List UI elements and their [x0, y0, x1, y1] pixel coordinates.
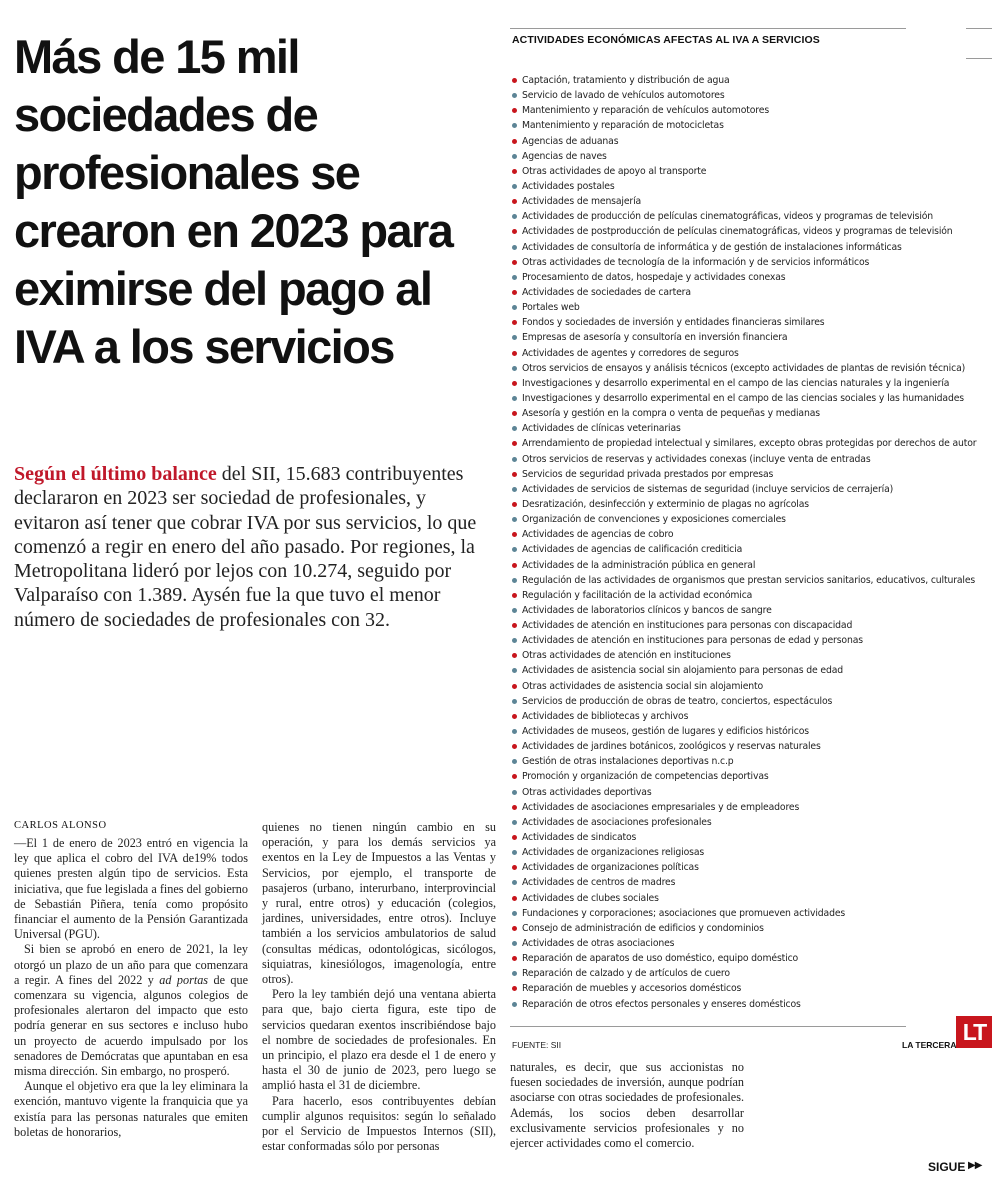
body-italic-text: ad portas	[159, 972, 209, 987]
bullet-dot-icon	[512, 699, 517, 704]
activity-item	[512, 134, 982, 149]
bullet-dot-icon	[512, 668, 517, 673]
bullet-dot-icon	[512, 850, 517, 855]
activity-item	[512, 754, 982, 769]
activity-item	[512, 588, 982, 603]
body-column-2	[262, 820, 496, 1154]
activity-item	[512, 482, 982, 497]
activity-item	[512, 240, 982, 255]
infobox-bottom-rule	[510, 1026, 906, 1027]
activity-item	[512, 376, 982, 391]
activity-item	[512, 724, 982, 739]
bullet-dot-icon	[512, 154, 517, 159]
bullet-dot-icon	[512, 971, 517, 976]
activity-item	[512, 224, 982, 239]
bullet-dot-icon	[512, 578, 517, 583]
activity-label: Portales web	[522, 302, 580, 314]
bullet-dot-icon	[512, 926, 517, 931]
infobox-source: FUENTE: SII	[512, 1040, 562, 1050]
activity-item	[512, 421, 982, 436]
activity-label: Actividades de asociaciones empresariales y de empleadores	[522, 801, 800, 813]
activity-item	[512, 542, 982, 557]
activity-item	[512, 875, 982, 890]
activity-item	[512, 103, 982, 118]
activity-label: Actividades de mensajería	[522, 196, 642, 208]
activity-label: Actividades de sociedades de cartera	[522, 286, 691, 298]
activity-label: Agencias de naves	[522, 150, 607, 162]
activity-label: Mantenimiento y reparación de motocicletas	[522, 120, 724, 132]
activity-item	[512, 800, 982, 815]
infobox-title: ACTIVIDADES ECONÓMICAS AFECTAS AL IVA A SERVICIOS	[512, 34, 820, 46]
activity-label: Actividades de atención en instituciones para personas con discapacidad	[522, 620, 853, 632]
bullet-dot-icon	[512, 123, 517, 128]
activity-label: Actividades de atención en instituciones para personas de edad y personas	[522, 635, 863, 647]
bullet-dot-icon	[512, 956, 517, 961]
bullet-dot-icon	[512, 199, 517, 204]
activity-item	[512, 285, 982, 300]
bullet-dot-icon	[512, 245, 517, 250]
bullet-dot-icon	[512, 593, 517, 598]
bullet-dot-icon	[512, 229, 517, 234]
activity-label: Actividades de organizaciones religiosas	[522, 847, 705, 859]
infobox-top-rule	[510, 28, 906, 29]
activity-label: Actividades de laboratorios clínicos y bancos de sangre	[522, 604, 772, 616]
activity-label: Actividades de producción de películas cinematográficas, videos y programas de televisión	[522, 211, 934, 223]
activity-label: Reparación de otros efectos personales y enseres domésticos	[522, 998, 801, 1010]
double-arrow-right-icon: ▶▶	[968, 1160, 982, 1171]
activity-item	[512, 118, 982, 133]
activity-label: Otras actividades de asistencia social sin alojamiento	[522, 680, 764, 692]
activity-item	[512, 966, 982, 981]
activity-item	[512, 906, 982, 921]
activity-item	[512, 663, 982, 678]
activity-label: Fondos y sociedades de inversión y entidades financieras similares	[522, 317, 825, 329]
bullet-dot-icon	[512, 714, 517, 719]
bullet-dot-icon	[512, 472, 517, 477]
activity-item	[512, 648, 982, 663]
body-text: Si bien se aprobó en enero de 2021, la ley otorgó un plazo de un año para que comenzara a regir. A fines del 2022 y	[14, 942, 248, 987]
activity-item	[512, 255, 982, 270]
bullet-dot-icon	[512, 986, 517, 991]
activity-label: Actividades de clínicas veterinarias	[522, 423, 681, 435]
bullet-dot-icon	[512, 290, 517, 295]
activity-label: Agencias de aduanas	[522, 135, 619, 147]
activity-label: Servicios de seguridad privada prestados por empresas	[522, 468, 774, 480]
activity-item	[512, 573, 982, 588]
lede-paragraph	[14, 462, 488, 632]
activity-item	[512, 179, 982, 194]
activity-item	[512, 346, 982, 361]
activity-item	[512, 603, 982, 618]
activity-item	[512, 209, 982, 224]
activity-label: Desratización, desinfección y exterminio de plagas no agrícolas	[522, 498, 809, 510]
byline: CARLOS ALONSO	[14, 820, 107, 831]
activity-item	[512, 830, 982, 845]
bullet-dot-icon	[512, 532, 517, 537]
activity-label: Otros servicios de reservas y actividades conexas (incluye venta de entradas	[522, 453, 871, 465]
lede-text: del SII, 15.683 contribuyentes declararon en 2023 ser sociedad de profesionales, y evitaron así tener que cobrar IVA por sus servicios, lo que comenzó a regir en enero del año pasado. Por regiones, la Metropolitana lideró por lejos con 10.274, seguido por Valparaíso con 1.389. Aysén fue la que tuvo el menor número de sociedades de profesionales con 32.	[14, 463, 477, 631]
bullet-dot-icon	[512, 502, 517, 507]
body-column-1	[14, 836, 248, 1140]
bullet-dot-icon	[512, 1002, 517, 1007]
bullet-dot-icon	[512, 729, 517, 734]
activity-item	[512, 164, 982, 179]
activity-label: Otras actividades de tecnología de la información y de servicios informáticos	[522, 256, 870, 268]
activity-item	[512, 361, 982, 376]
margin-rule	[966, 58, 992, 59]
bullet-dot-icon	[512, 441, 517, 446]
bullet-dot-icon	[512, 411, 517, 416]
bullet-dot-icon	[512, 93, 517, 98]
bullet-dot-icon	[512, 305, 517, 310]
body-paragraph: Aunque el objetivo era que la ley eliminara la exención, mantuvo vigente la franquicia que ya existía para las personas naturales que emiten boletas de honorarios,	[14, 1079, 248, 1139]
activity-item	[512, 633, 982, 648]
activity-label: Reparación de aparatos de uso doméstico, equipo doméstico	[522, 953, 799, 965]
bullet-dot-icon	[512, 941, 517, 946]
activity-label: Actividades de agencias de calificación crediticia	[522, 544, 743, 556]
bullet-dot-icon	[512, 487, 517, 492]
activity-label: Actividades de consultoría de informática y de gestión de instalaciones informáticas	[522, 241, 902, 253]
activity-label: Gestión de otras instalaciones deportivas n.c.p	[522, 756, 734, 768]
bullet-dot-icon	[512, 78, 517, 83]
activity-label: Otras actividades de atención en instituciones	[522, 650, 731, 662]
activity-item	[512, 679, 982, 694]
bullet-dot-icon	[512, 214, 517, 219]
activity-item	[512, 497, 982, 512]
activity-item	[512, 785, 982, 800]
activity-label: Captación, tratamiento y distribución de agua	[522, 75, 730, 86]
activity-label: Actividades de agentes y corredores de seguros	[522, 347, 739, 359]
activity-label: Reparación de muebles y accesorios domésticos	[522, 983, 742, 995]
activity-item	[512, 769, 982, 784]
activity-item	[512, 300, 982, 315]
activity-label: Actividades de museos, gestión de lugares y edificios históricos	[522, 726, 809, 738]
margin-rule	[966, 28, 992, 29]
bullet-dot-icon	[512, 396, 517, 401]
bullet-dot-icon	[512, 911, 517, 916]
activity-item	[512, 936, 982, 951]
activity-item	[512, 694, 982, 709]
body-paragraph	[14, 942, 248, 1079]
activity-label: Otras actividades de apoyo al transporte	[522, 165, 707, 177]
bullet-dot-icon	[512, 653, 517, 658]
activity-label: Otras actividades deportivas	[522, 786, 652, 798]
activity-label: Procesamiento de datos, hospedaje y actividades conexas	[522, 271, 786, 283]
activity-label: Arrendamiento de propiedad intelectual y similares, excepto obras protegidas por derechos de autor	[522, 438, 977, 450]
lede-highlight: Según el último balance	[14, 463, 217, 485]
bullet-dot-icon	[512, 835, 517, 840]
bullet-dot-icon	[512, 108, 517, 113]
bullet-dot-icon	[512, 774, 517, 779]
bullet-dot-icon	[512, 880, 517, 885]
activity-item	[512, 73, 982, 88]
activity-item	[512, 860, 982, 875]
activity-label: Empresas de asesoría y consultoría en inversión financiera	[522, 332, 788, 344]
activity-item	[512, 406, 982, 421]
bullet-dot-icon	[512, 517, 517, 522]
activity-label: Actividades de postproducción de películas cinematográficas, videos y programas de televisión	[522, 226, 953, 238]
bullet-dot-icon	[512, 457, 517, 462]
bullet-dot-icon	[512, 865, 517, 870]
activity-label: Investigaciones y desarrollo experimental en el campo de las ciencias naturales y la ingeniería	[522, 377, 950, 389]
activity-label: Organización de convenciones y exposiciones comerciales	[522, 514, 786, 526]
headline: Más de 15 mil sociedades de profesionales se crearon en 2023 para eximirse del pago al IVA a los servicios	[14, 30, 453, 373]
bullet-dot-icon	[512, 320, 517, 325]
activity-item	[512, 815, 982, 830]
activity-label: Actividades de organizaciones políticas	[522, 862, 699, 874]
bullet-dot-icon	[512, 381, 517, 386]
bullet-dot-icon	[512, 638, 517, 643]
bullet-dot-icon	[512, 169, 517, 174]
activity-item	[512, 921, 982, 936]
activity-item	[512, 527, 982, 542]
bullet-dot-icon	[512, 684, 517, 689]
brand-name: LA TERCERA	[902, 1040, 957, 1050]
activity-label: Actividades de la administración pública en general	[522, 559, 756, 571]
activity-label: Promoción y organización de competencias deportivas	[522, 771, 769, 783]
bullet-dot-icon	[512, 366, 517, 371]
activity-label: Actividades de sindicatos	[522, 832, 637, 844]
activity-item	[512, 330, 982, 345]
activity-label: Fundaciones y corporaciones; asociaciones que promueven actividades	[522, 907, 846, 919]
activity-label: Actividades de clubes sociales	[522, 892, 659, 904]
activities-list	[512, 73, 982, 1012]
activity-label: Actividades de asociaciones profesionales	[522, 816, 712, 828]
activity-item	[512, 88, 982, 103]
activity-label: Actividades de servicios de sistemas de seguridad (incluye servicios de cerrajería)	[522, 483, 894, 495]
bullet-dot-icon	[512, 260, 517, 265]
activity-item	[512, 194, 982, 209]
activity-item	[512, 997, 982, 1012]
activity-item	[512, 452, 982, 467]
bullet-dot-icon	[512, 184, 517, 189]
bullet-dot-icon	[512, 547, 517, 552]
body-paragraph: Pero la ley también dejó una ventana abierta para que, bajo cierta figura, este tipo de servicios quedaran exentos inscribiéndose bajo el nombre de sociedades de profesionales. En un principio, el plazo era desde el 1 de enero y hasta el 30 de junio de 2023, pero luego se amplió hasta el 31 de diciembre.	[262, 987, 496, 1093]
body-paragraph: —El 1 de enero de 2023 entró en vigencia la ley que aplica el cobro del IVA de19% todos quienes presten algún tipo de servicios. Esta iniciativa, que fue legislada a fines del gobierno de Sebastián Piñera, tenía como propósito financiar el aumento de la Pensión Garantizada Universal (PGU).	[14, 836, 248, 942]
activity-label: Actividades de jardines botánicos, zoológicos y reservas naturales	[522, 741, 821, 753]
activity-item	[512, 709, 982, 724]
activity-item	[512, 891, 982, 906]
activity-label: Actividades de bibliotecas y archivos	[522, 710, 689, 722]
la-tercera-logo: LT	[956, 1016, 992, 1048]
activity-label: Actividades postales	[522, 180, 615, 192]
bullet-dot-icon	[512, 563, 517, 568]
bullet-dot-icon	[512, 608, 517, 613]
activity-item	[512, 270, 982, 285]
activity-label: Otros servicios de ensayos y análisis técnicos (excepto actividades de plantas de revisión técnica)	[522, 362, 966, 374]
bullet-dot-icon	[512, 744, 517, 749]
activity-label: Servicios de producción de obras de teatro, conciertos, espectáculos	[522, 695, 833, 707]
body-text: de que comenzara su vigencia, algunos colegios de profesionales alertaron del impacto que esto podría generar en sus sectores e incluso hubo un proyecto de acuerdo impulsado por los senadores de Demócratas que apuntaban en esa misma dirección. Sin embargo, no prosperó.	[14, 972, 248, 1079]
activity-label: Investigaciones y desarrollo experimental en el campo de las ciencias sociales y las humanidades	[522, 392, 964, 404]
activity-label: Servicio de lavado de vehículos automotores	[522, 90, 725, 102]
activity-label: Actividades de otras asociaciones	[522, 938, 675, 950]
activity-item	[512, 558, 982, 573]
activity-item	[512, 845, 982, 860]
activity-label: Asesoría y gestión en la compra o venta de pequeñas y medianas	[522, 408, 820, 420]
activity-item	[512, 618, 982, 633]
bullet-dot-icon	[512, 790, 517, 795]
activity-item	[512, 951, 982, 966]
activity-item	[512, 315, 982, 330]
activity-item	[512, 981, 982, 996]
continue-label: SIGUE	[928, 1160, 966, 1174]
activity-item	[512, 436, 982, 451]
bullet-dot-icon	[512, 896, 517, 901]
activity-label: Consejo de administración de edificios y condominios	[522, 922, 764, 934]
activity-item	[512, 739, 982, 754]
activity-label: Reparación de calzado y de artículos de cuero	[522, 968, 730, 980]
body-paragraph: quienes no tienen ningún cambio en su operación, y para los demás servicios ya exentos en la Ley de Impuestos a las Ventas y Servicios, por ejemplo, el transporte de pasajeros (urbano, interurbano, interprovincial y rural, entre otros) y educación (colegios, jardines, universidades, entre otros). Incluye también a los servicios ambulatorios de salud (consultas médicas, odontológicas, sicólogos, siquiatras, kinesiólogos, imagenología, entre otros).	[262, 820, 496, 987]
activity-label: Regulación de las actividades de organismos que prestan servicios sanitarios, educativos, culturales	[522, 574, 976, 586]
activity-item	[512, 512, 982, 527]
activity-item	[512, 467, 982, 482]
activity-label: Mantenimiento y reparación de vehículos automotores	[522, 105, 770, 117]
activity-label: Actividades de agencias de cobro	[522, 529, 674, 541]
activity-label: Regulación y facilitación de la actividad económica	[522, 589, 753, 601]
activity-label: Actividades de centros de madres	[522, 877, 676, 889]
bullet-dot-icon	[512, 275, 517, 280]
body-paragraph: Para hacerlo, esos contribuyentes debían cumplir algunos requisitos: según lo señalado por el Servicio de Impuestos Internos (SII), estar conformadas sólo por personas	[262, 1093, 496, 1154]
activity-item	[512, 391, 982, 406]
bullet-dot-icon	[512, 139, 517, 144]
bullet-dot-icon	[512, 759, 517, 764]
bullet-dot-icon	[512, 820, 517, 825]
body-column-3	[510, 1060, 744, 1151]
activity-label: Actividades de asistencia social sin alojamiento para personas de edad	[522, 665, 844, 677]
bullet-dot-icon	[512, 335, 517, 340]
body-paragraph: naturales, es decir, que sus accionistas no fuesen sociedades de inversión, aunque podrían asociarse con otras sociedades de profesionales. Además, los socios deben desarrollar exclusivamente servicios profesionales y no ejercer actividades como el comercio.	[510, 1060, 744, 1151]
bullet-dot-icon	[512, 426, 517, 431]
bullet-dot-icon	[512, 351, 517, 356]
activity-item	[512, 149, 982, 164]
bullet-dot-icon	[512, 805, 517, 810]
bullet-dot-icon	[512, 623, 517, 628]
